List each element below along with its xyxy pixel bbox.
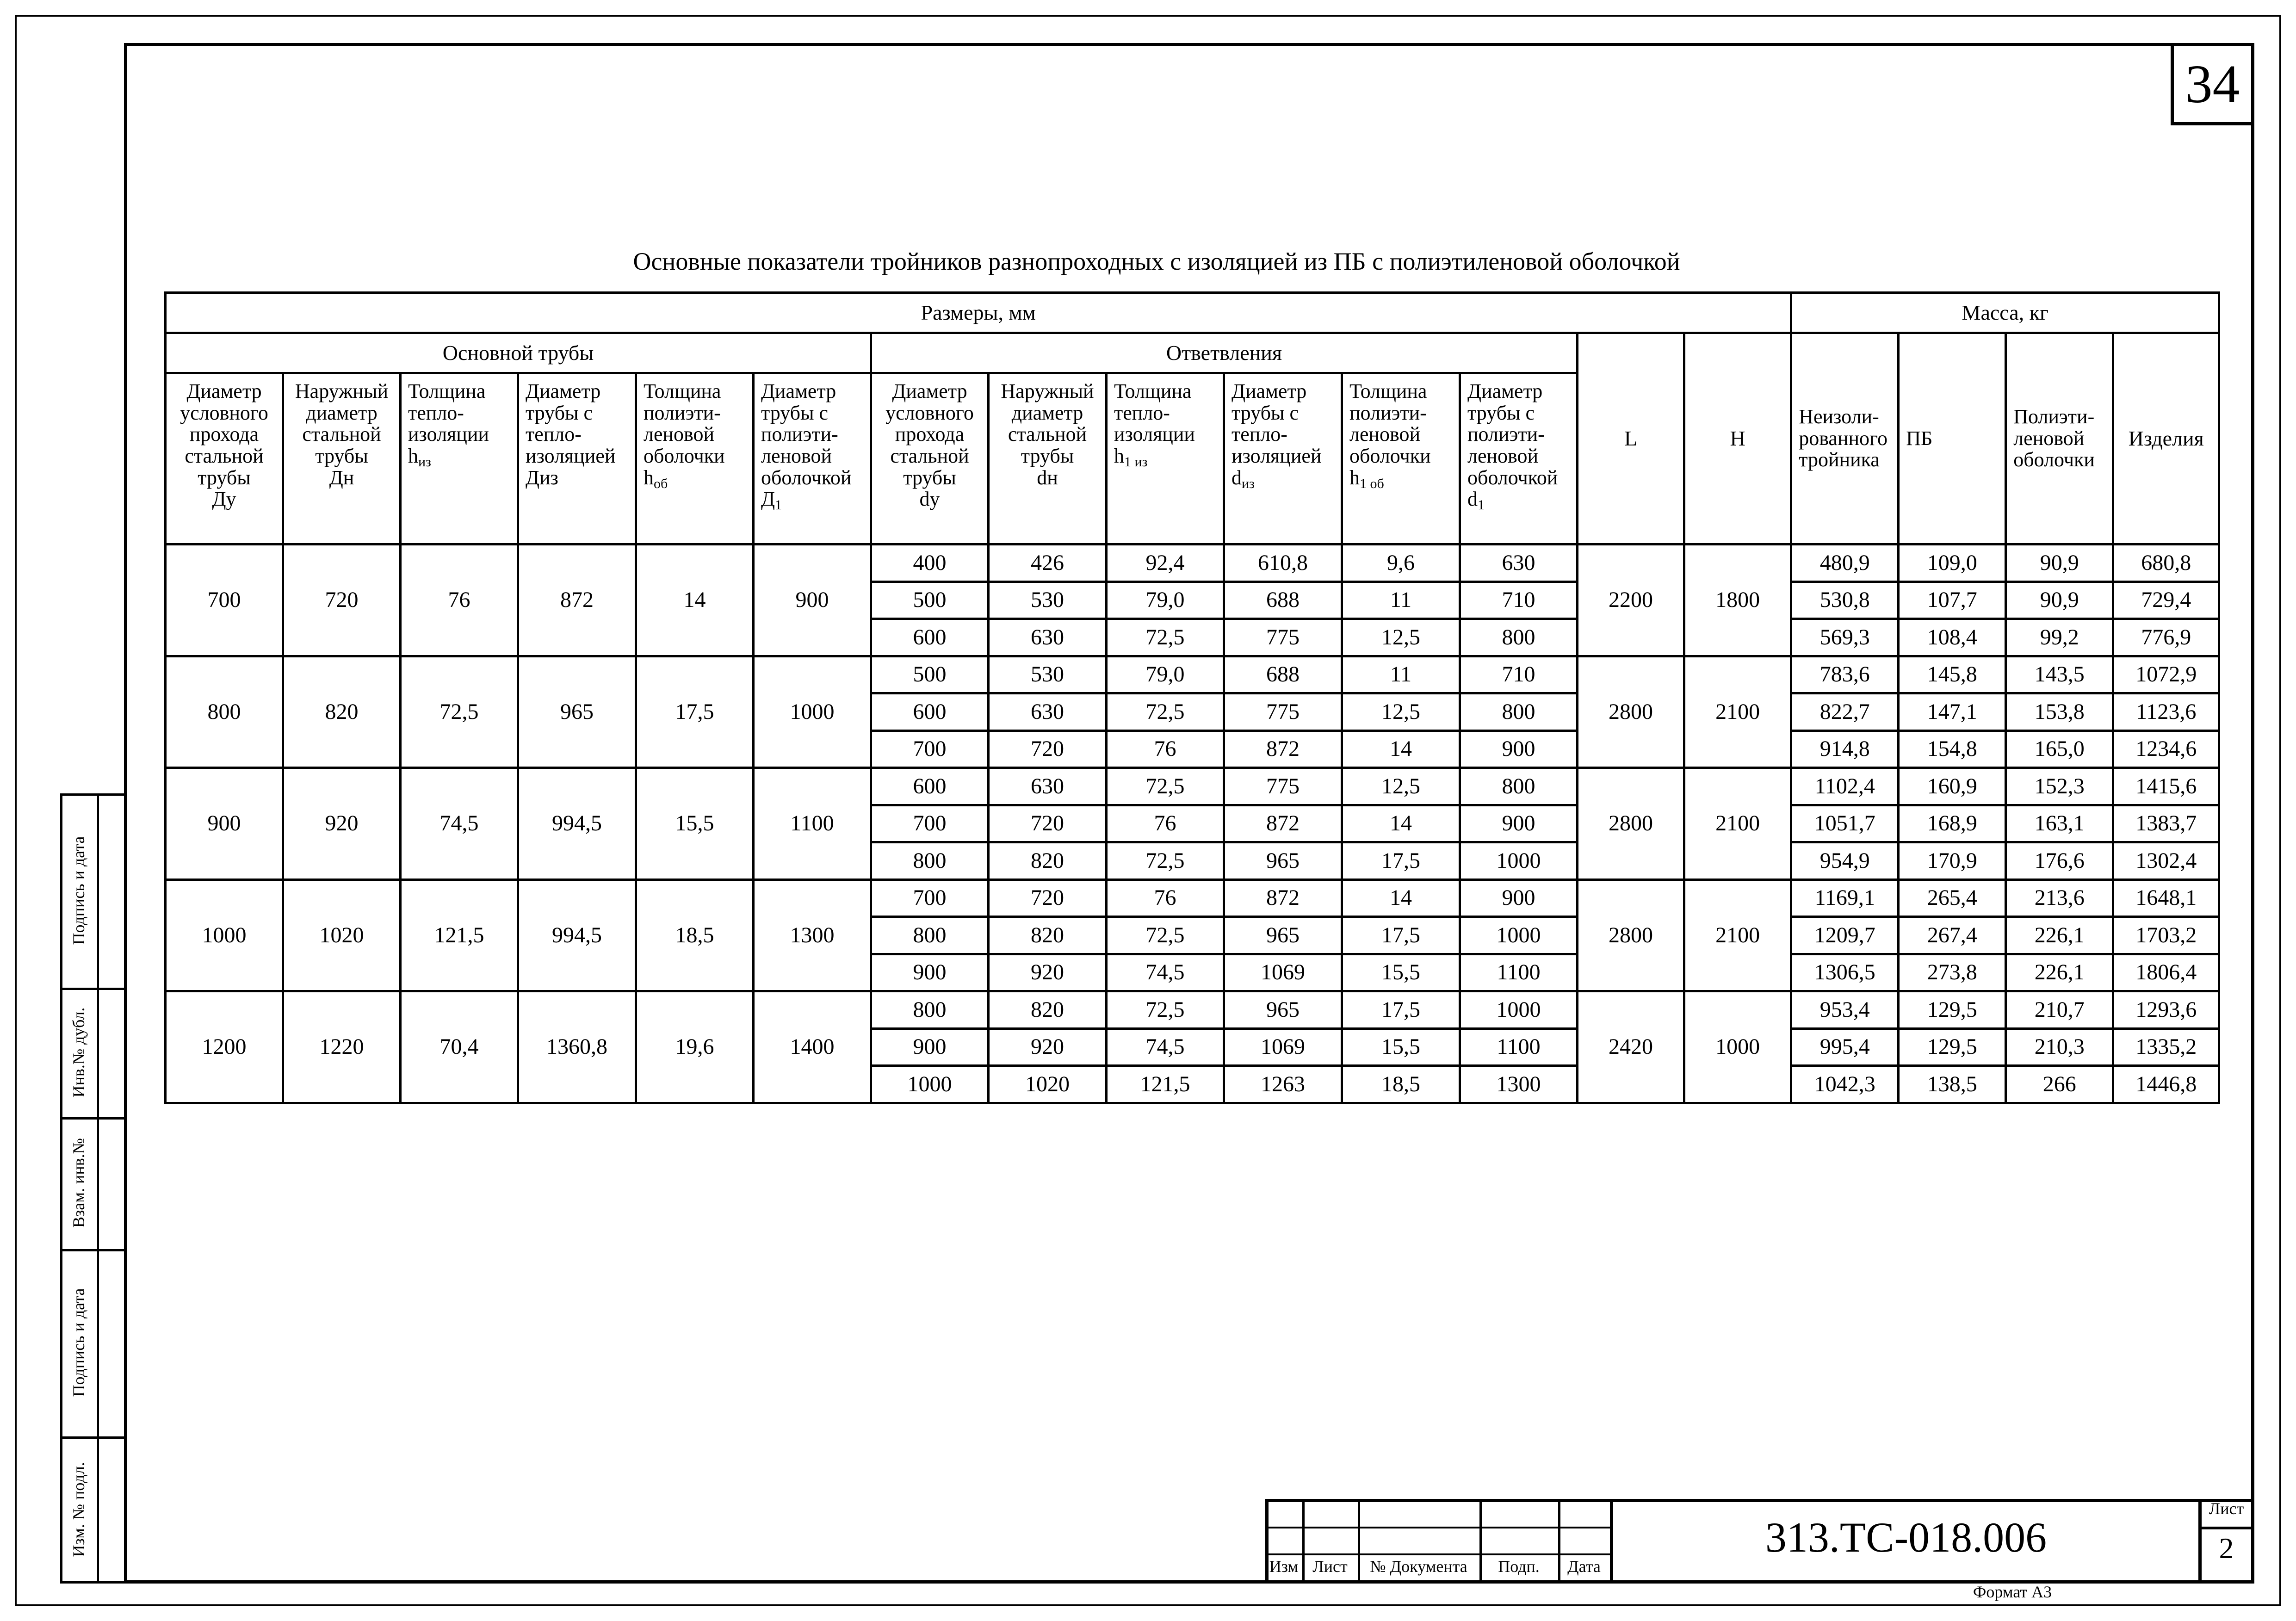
main-pipe-cell: 121,5 (401, 879, 518, 991)
branch-cell: 1100 (1460, 1028, 1578, 1066)
tb-label-list: Лист (1312, 1557, 1348, 1576)
branch-cell: 900 (1460, 879, 1578, 917)
mass-cell: 1806,4 (2113, 954, 2219, 991)
branch-cell: 14 (1342, 805, 1460, 842)
column-header-branch: Наружный диаметр стальной трубы dн (989, 373, 1107, 544)
sheet-value: 2 (2219, 1532, 2234, 1565)
mass-cell: 914,8 (1791, 730, 1899, 768)
mass-cell: 1415,6 (2113, 768, 2219, 805)
branch-cell: 820 (989, 991, 1107, 1029)
branch-cell: 500 (871, 582, 989, 619)
branch-cell: 15,5 (1342, 954, 1460, 991)
height-cell: 1000 (1684, 991, 1791, 1103)
branch-cell: 72,5 (1107, 842, 1224, 880)
mass-cell: 1102,4 (1791, 768, 1899, 805)
branch-cell: 775 (1224, 693, 1342, 731)
main-pipe-cell: 994,5 (518, 768, 636, 880)
branch-cell: 630 (989, 768, 1107, 805)
mass-cell: 165,0 (2006, 730, 2113, 768)
group-header-branch: Ответвления (871, 333, 1578, 373)
mass-cell: 953,4 (1791, 991, 1899, 1029)
branch-cell: 1000 (1460, 842, 1578, 880)
branch-cell: 530 (989, 656, 1107, 693)
branch-cell: 1300 (1460, 1066, 1578, 1103)
branch-cell: 872 (1224, 879, 1342, 917)
mass-cell: 273,8 (1899, 954, 2006, 991)
table-title: Основные показатели тройников разнопроходных с изоляцией из ПБ с полиэтиленовой оболочкой (633, 247, 1680, 275)
tb-label-izm: Изм (1269, 1557, 1299, 1576)
mass-cell: 1446,8 (2113, 1066, 2219, 1103)
branch-cell: 872 (1224, 730, 1342, 768)
table-row (166, 656, 2219, 693)
branch-cell: 11 (1342, 582, 1460, 619)
length-cell: 2800 (1578, 656, 1684, 768)
side-stamp-line (60, 1436, 124, 1439)
branch-cell: 79,0 (1107, 582, 1224, 619)
main-pipe-cell: 1220 (283, 991, 401, 1103)
main-pipe-cell: 1360,8 (518, 991, 636, 1103)
main-pipe-cell: 74,5 (401, 768, 518, 880)
mass-cell: 210,7 (2006, 991, 2113, 1029)
specification-table (164, 291, 2220, 1104)
mass-cell: 1306,5 (1791, 954, 1899, 991)
height-cell: 1800 (1684, 544, 1791, 656)
branch-cell: 800 (1460, 768, 1578, 805)
branch-cell: 720 (989, 879, 1107, 917)
branch-cell: 72,5 (1107, 619, 1224, 656)
paper-format: Формат А3 (1973, 1583, 2052, 1601)
mass-cell: 480,9 (1791, 544, 1899, 582)
branch-cell: 775 (1224, 619, 1342, 656)
mass-cell: 145,8 (1899, 656, 2006, 693)
branch-cell: 9,6 (1342, 544, 1460, 582)
branch-cell: 14 (1342, 730, 1460, 768)
branch-cell: 920 (989, 954, 1107, 991)
branch-cell: 400 (871, 544, 989, 582)
mass-cell: 210,3 (2006, 1028, 2113, 1066)
branch-cell: 965 (1224, 991, 1342, 1029)
branch-cell: 720 (989, 805, 1107, 842)
branch-cell: 900 (1460, 805, 1578, 842)
branch-cell: 900 (871, 954, 989, 991)
branch-cell: 1263 (1224, 1066, 1342, 1103)
mass-cell: 267,4 (1899, 917, 2006, 954)
column-header-mass: Изделия (2113, 333, 2219, 544)
branch-cell: 700 (871, 730, 989, 768)
branch-cell: 500 (871, 656, 989, 693)
column-header-L: L (1578, 333, 1684, 544)
table-row (166, 991, 2219, 1029)
tb-label-sign: Подп. (1498, 1557, 1540, 1576)
main-pipe-cell: 965 (518, 656, 636, 768)
branch-cell: 1069 (1224, 1028, 1342, 1066)
main-pipe-cell: 70,4 (401, 991, 518, 1103)
mass-cell: 822,7 (1791, 693, 1899, 731)
title-block-row-line (2198, 1527, 2254, 1529)
tb-label-date: Дата (1567, 1557, 1601, 1576)
main-pipe-cell: 1000 (754, 656, 871, 768)
mass-cell: 1051,7 (1791, 805, 1899, 842)
branch-cell: 1020 (989, 1066, 1107, 1103)
mass-cell: 530,8 (1791, 582, 1899, 619)
column-header-main: Диаметр условного прохода стальной трубы Ду (166, 373, 283, 544)
main-pipe-cell: 994,5 (518, 879, 636, 991)
main-pipe-cell: 15,5 (636, 768, 754, 880)
branch-cell: 530 (989, 582, 1107, 619)
table-row (166, 879, 2219, 917)
mass-cell: 90,9 (2006, 544, 2113, 582)
branch-cell: 800 (871, 991, 989, 1029)
branch-cell: 1000 (871, 1066, 989, 1103)
main-pipe-cell: 18,5 (636, 879, 754, 991)
column-header-main: Диаметр трубы с полиэти- леновой оболочкой $Д_1$ (754, 373, 871, 544)
mass-cell: 1383,7 (2113, 805, 2219, 842)
branch-cell: 720 (989, 730, 1107, 768)
branch-cell: 76 (1107, 805, 1224, 842)
table-row (166, 768, 2219, 805)
mass-cell: 163,1 (2006, 805, 2113, 842)
tb-label-doc: № Документа (1370, 1557, 1467, 1576)
height-cell: 2100 (1684, 656, 1791, 768)
main-pipe-cell: 872 (518, 544, 636, 656)
branch-cell: 710 (1460, 656, 1578, 693)
mass-cell: 138,5 (1899, 1066, 2006, 1103)
column-header-main: Наружный диаметр стальной трубы Дн (283, 373, 401, 544)
branch-cell: 688 (1224, 582, 1342, 619)
branch-cell: 1000 (1460, 991, 1578, 1029)
side-stamp-divider (97, 793, 99, 1584)
branch-cell: 800 (1460, 693, 1578, 731)
side-stamp-line (60, 1117, 124, 1120)
branch-cell: 17,5 (1342, 842, 1460, 880)
column-header-branch: Диаметр трубы с тепло- изоляцией $d_{из}$ (1224, 373, 1342, 544)
branch-cell: 600 (871, 693, 989, 731)
branch-cell: 12,5 (1342, 768, 1460, 805)
header-row-1 (166, 293, 2219, 333)
group-header-sizes: Размеры, мм (166, 293, 1791, 333)
branch-cell: 74,5 (1107, 1028, 1224, 1066)
branch-cell: 820 (989, 917, 1107, 954)
mass-cell: 1169,1 (1791, 879, 1899, 917)
branch-cell: 72,5 (1107, 917, 1224, 954)
branch-cell: 965 (1224, 917, 1342, 954)
branch-cell: 17,5 (1342, 991, 1460, 1029)
column-header-mass: Полиэти- леновой оболочки (2006, 333, 2113, 544)
main-pipe-cell: 76 (401, 544, 518, 656)
mass-cell: 1302,4 (2113, 842, 2219, 880)
branch-cell: 710 (1460, 582, 1578, 619)
branch-cell: 1100 (1460, 954, 1578, 991)
main-pipe-cell: 720 (283, 544, 401, 656)
mass-cell: 729,4 (2113, 582, 2219, 619)
branch-cell: 700 (871, 805, 989, 842)
branch-cell: 600 (871, 619, 989, 656)
branch-cell: 820 (989, 842, 1107, 880)
main-pipe-cell: 14 (636, 544, 754, 656)
column-header-H: H (1684, 333, 1791, 544)
main-pipe-cell: 1300 (754, 879, 871, 991)
branch-cell: 920 (989, 1028, 1107, 1066)
mass-cell: 160,9 (1899, 768, 2006, 805)
branch-cell: 800 (871, 917, 989, 954)
branch-cell: 1000 (1460, 917, 1578, 954)
mass-cell: 154,8 (1899, 730, 2006, 768)
mass-cell: 1072,9 (2113, 656, 2219, 693)
mass-cell: 1335,2 (2113, 1028, 2219, 1066)
branch-cell: 72,5 (1107, 991, 1224, 1029)
mass-cell: 213,6 (2006, 879, 2113, 917)
branch-cell: 872 (1224, 805, 1342, 842)
branch-cell: 700 (871, 879, 989, 917)
mass-cell: 152,3 (2006, 768, 2113, 805)
column-header-main: Толщина полиэти- леновой оболочки $h_{об}$ (636, 373, 754, 544)
mass-cell: 954,9 (1791, 842, 1899, 880)
mass-cell: 143,5 (2006, 656, 2113, 693)
mass-cell: 266 (2006, 1066, 2113, 1103)
mass-cell: 170,9 (1899, 842, 2006, 880)
branch-cell: 11 (1342, 656, 1460, 693)
branch-cell: 965 (1224, 842, 1342, 880)
main-pipe-cell: 1000 (166, 879, 283, 991)
group-header-mass: Масса, кг (1791, 293, 2219, 333)
branch-cell: 15,5 (1342, 1028, 1460, 1066)
branch-cell: 17,5 (1342, 917, 1460, 954)
header-row-2 (166, 333, 2219, 373)
mass-cell: 176,6 (2006, 842, 2113, 880)
branch-cell: 900 (871, 1028, 989, 1066)
main-pipe-cell: 1400 (754, 991, 871, 1103)
mass-cell: 1042,3 (1791, 1066, 1899, 1103)
mass-cell: 680,8 (2113, 544, 2219, 582)
branch-cell: 775 (1224, 768, 1342, 805)
branch-cell: 800 (1460, 619, 1578, 656)
branch-cell: 79,0 (1107, 656, 1224, 693)
main-pipe-cell: 800 (166, 656, 283, 768)
main-pipe-cell: 1200 (166, 991, 283, 1103)
mass-cell: 783,6 (1791, 656, 1899, 693)
branch-cell: 121,5 (1107, 1066, 1224, 1103)
mass-cell: 265,4 (1899, 879, 2006, 917)
main-pipe-cell: 72,5 (401, 656, 518, 768)
main-pipe-cell: 19,6 (636, 991, 754, 1103)
mass-cell: 90,9 (2006, 582, 2113, 619)
branch-cell: 76 (1107, 730, 1224, 768)
length-cell: 2800 (1578, 768, 1684, 880)
mass-cell: 1209,7 (1791, 917, 1899, 954)
mass-cell: 108,4 (1899, 619, 2006, 656)
sheet-number: 34 (2171, 43, 2254, 125)
mass-cell: 1648,1 (2113, 879, 2219, 917)
mass-cell: 129,5 (1899, 991, 2006, 1029)
branch-cell: 630 (989, 619, 1107, 656)
mass-cell: 107,7 (1899, 582, 2006, 619)
main-pipe-cell: 17,5 (636, 656, 754, 768)
main-pipe-cell: 900 (166, 768, 283, 880)
mass-cell: 147,1 (1899, 693, 2006, 731)
branch-cell: 426 (989, 544, 1107, 582)
branch-cell: 76 (1107, 879, 1224, 917)
branch-cell: 72,5 (1107, 693, 1224, 731)
branch-cell: 74,5 (1107, 954, 1224, 991)
column-header-mass: ПБ (1899, 333, 2006, 544)
branch-cell: 900 (1460, 730, 1578, 768)
column-header-branch: Диаметр трубы с полиэти- леновой оболочкой $d_1$ (1460, 373, 1578, 544)
column-header-branch: Толщина тепло- изоляции $h_{1 из}$ (1107, 373, 1224, 544)
mass-cell: 569,3 (1791, 619, 1899, 656)
mass-cell: 99,2 (2006, 619, 2113, 656)
length-cell: 2200 (1578, 544, 1684, 656)
side-stamp-line (60, 1249, 124, 1251)
branch-cell: 600 (871, 768, 989, 805)
main-pipe-cell: 820 (283, 656, 401, 768)
height-cell: 2100 (1684, 879, 1791, 991)
branch-cell: 18,5 (1342, 1066, 1460, 1103)
column-header-mass: Неизоли- рованного тройника (1791, 333, 1899, 544)
mass-cell: 226,1 (2006, 917, 2113, 954)
group-header-main-pipe: Основной трубы (166, 333, 871, 373)
branch-cell: 1069 (1224, 954, 1342, 991)
side-stamp-line (60, 988, 124, 990)
mass-cell: 153,8 (2006, 693, 2113, 731)
branch-cell: 610,8 (1224, 544, 1342, 582)
mass-cell: 1123,6 (2113, 693, 2219, 731)
branch-cell: 14 (1342, 879, 1460, 917)
mass-cell: 1293,6 (2113, 991, 2219, 1029)
document-number: 313.ТС-018.006 (1765, 1514, 2047, 1561)
sheet-label: Лист (2209, 1499, 2244, 1518)
main-pipe-cell: 920 (283, 768, 401, 880)
branch-cell: 800 (871, 842, 989, 880)
mass-cell: 168,9 (1899, 805, 2006, 842)
column-header-main: Диаметр трубы с тепло- изоляцией Диз (518, 373, 636, 544)
length-cell: 2800 (1578, 879, 1684, 991)
column-header-branch: Толщина полиэти- леновой оболочки $h_{1 об}$ (1342, 373, 1460, 544)
mass-cell: 995,4 (1791, 1028, 1899, 1066)
mass-cell: 129,5 (1899, 1028, 2006, 1066)
branch-cell: 12,5 (1342, 619, 1460, 656)
mass-cell: 1703,2 (2113, 917, 2219, 954)
branch-cell: 92,4 (1107, 544, 1224, 582)
branch-cell: 630 (989, 693, 1107, 731)
mass-cell: 1234,6 (2113, 730, 2219, 768)
main-pipe-cell: 1020 (283, 879, 401, 991)
branch-cell: 12,5 (1342, 693, 1460, 731)
mass-cell: 776,9 (2113, 619, 2219, 656)
main-pipe-cell: 700 (166, 544, 283, 656)
mass-cell: 109,0 (1899, 544, 2006, 582)
main-pipe-cell: 900 (754, 544, 871, 656)
branch-cell: 688 (1224, 656, 1342, 693)
table-row (166, 544, 2219, 582)
branch-cell: 630 (1460, 544, 1578, 582)
height-cell: 2100 (1684, 768, 1791, 880)
column-header-branch: Диаметр условного прохода стальной трубы dу (871, 373, 989, 544)
main-pipe-cell: 1100 (754, 768, 871, 880)
length-cell: 2420 (1578, 991, 1684, 1103)
column-header-main: Толщина тепло- изоляции $h_{из}$ (401, 373, 518, 544)
branch-cell: 72,5 (1107, 768, 1224, 805)
mass-cell: 226,1 (2006, 954, 2113, 991)
